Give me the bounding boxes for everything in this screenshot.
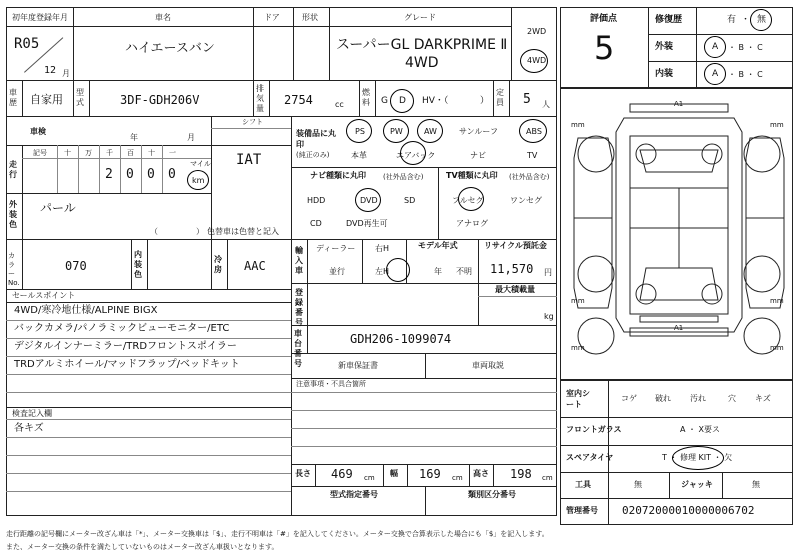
jack-label: ジャッキ (681, 480, 713, 489)
management-value: 02072000010000006702 (622, 504, 755, 517)
drive-4wd-circle (520, 49, 548, 73)
equip-sunroof: サンルーフ (459, 127, 498, 136)
diagram-mm-1: mm (571, 121, 585, 129)
odometer-digit: 0 (147, 167, 155, 182)
equip-aw: AW (424, 127, 437, 136)
navi-cd: CD (310, 219, 322, 228)
chassis-label: 車台番号 (294, 329, 302, 368)
import-parallel: 並行 (329, 267, 345, 276)
vehicle-diagram (560, 88, 793, 380)
first-reg-label: 初年度登録年月 (12, 13, 68, 22)
repair-no: 無 (757, 15, 767, 25)
footer-line1: 走行距離の記号欄にメーター改ざん車は「*」、メーター交換車は「$」、走行不明車は「#」を記入してください。メーター交換で合算表示した場合にも「$」を記入します。 (6, 530, 549, 538)
max-load-unit: kg (544, 312, 554, 321)
equip-navi: ナビ (470, 151, 486, 160)
month-unit: 月 (62, 69, 70, 78)
width-unit: cm (452, 474, 463, 482)
equip-leather: 本革 (351, 151, 367, 160)
model-year-unknown: 不明 (456, 267, 472, 276)
import-left-h: 左H (375, 267, 390, 276)
interior-sheet-label: 室内シート (566, 389, 590, 409)
equip-ps-circle (346, 119, 372, 143)
odometer-digit: 0 (168, 167, 176, 182)
spare-label: スペアタイヤ (566, 453, 614, 462)
sales-point-2: バックカメラ/パノラミックビューモニター/ETC (14, 323, 230, 334)
footer-line2: また、メーター交換の条件を満たしていないものはメーター改ざん車扱いとなります。 (6, 543, 279, 551)
color-no-label: カラーNo. (8, 252, 20, 287)
sales-point-3: デジタルインナーミラー/TRDフロントスポイラー (14, 341, 237, 352)
grade-line2: 4WD (405, 55, 439, 71)
interior-label: 内装 (655, 69, 674, 79)
height-value: 198 (510, 467, 532, 481)
import-right-h: 右H (375, 244, 390, 253)
odometer-digit-label: 十 (148, 149, 155, 157)
length-unit: cm (364, 474, 375, 482)
navi-dvd: DVD (360, 196, 378, 205)
capacity-unit: 人 (542, 100, 550, 109)
odometer-divider (78, 145, 79, 193)
first-reg-year: R05 (14, 36, 40, 52)
odometer-divider (162, 145, 163, 193)
color-change-note: 色替車は色替と記入 (207, 227, 279, 236)
mileage-symbol-label: 記号 (33, 149, 47, 157)
diagram-mm-2: mm (770, 121, 784, 129)
navi-dvd-play: DVD再生可 (346, 219, 388, 228)
odometer-digit-label: 一 (169, 149, 176, 157)
recycle-unit: 円 (544, 268, 552, 277)
class-label: 類別区分番号 (468, 490, 516, 499)
spare-kit-circle (672, 446, 724, 470)
glass-value: A ・ X要ス (680, 425, 721, 434)
km-circle (187, 170, 209, 190)
odometer-digit-label: 百 (127, 149, 134, 157)
car-name-label: 車名 (155, 13, 171, 22)
odometer-divider (99, 145, 100, 193)
diagram-a1-bottom: A1 (674, 324, 684, 332)
equip-pw: PW (390, 127, 403, 136)
interior-sheet-item: 汚れ (690, 394, 706, 403)
notes-label: 注意事項・不具合箇所 (296, 380, 366, 388)
odometer-digit: 2 (105, 167, 113, 182)
length-value: 469 (331, 467, 353, 481)
tv-oneseg: ワンセグ (510, 196, 542, 205)
model-value: 3DF-GDH206V (120, 93, 200, 107)
exterior-rest: ・ B ・ C (728, 43, 763, 52)
tv-fullseg: フルセグ (452, 196, 484, 205)
shift-label: シフト (242, 118, 263, 126)
color-paren-open: （ (150, 227, 158, 236)
recycle-label: リサイクル預託金 (484, 241, 547, 250)
diagram-mm-6: mm (770, 344, 784, 352)
shift-value: IAT (236, 152, 262, 168)
equip-airbag: エアバック (396, 151, 436, 160)
recycle-value: 11,570 (490, 262, 534, 276)
color-value: パール (40, 201, 76, 215)
grade-label: グレード (404, 13, 436, 22)
type-cert-label: 型式指定番号 (330, 490, 378, 499)
width-value: 169 (419, 467, 441, 481)
diagram-mm-3: mm (571, 297, 585, 305)
navi-type-label: ナビ種類に丸印 (310, 171, 366, 180)
interior-a-circle (704, 63, 726, 85)
displacement-unit: cc (335, 100, 344, 109)
ac-label: 冷房 (214, 255, 222, 274)
odometer-digit-label: 十 (64, 149, 71, 157)
fuel-label: 燃料 (362, 88, 370, 107)
usage-label: 車歴 (9, 88, 17, 107)
capacity-label: 定員 (496, 88, 504, 107)
drive-4wd: 4WD (527, 56, 547, 65)
max-load-label: 最大積載量 (495, 285, 535, 294)
tools-value: 無 (634, 480, 642, 489)
management-label: 管理番号 (566, 506, 598, 515)
manual: 車両取説 (472, 361, 504, 370)
equip-aw-circle (417, 119, 443, 143)
glass-label: フロントガラス (566, 425, 622, 434)
length-label: 長さ (295, 469, 311, 478)
fuel-g: G (381, 96, 388, 106)
model-year-label: モデル年式 (418, 241, 458, 250)
new-cert: 新車保証書 (338, 361, 378, 370)
exterior-label: 外装 (655, 42, 674, 52)
fuel-d: D (399, 96, 406, 106)
first-reg-month: 12 (44, 65, 57, 76)
chassis-value: GDH206-1099074 (350, 332, 452, 346)
registration-label: 登録番号 (295, 288, 303, 327)
inspection-month: 月 (187, 133, 195, 142)
interior-a: A (712, 69, 719, 79)
displacement-label: 排気量 (256, 84, 264, 113)
usage-value: 自家用 (30, 93, 63, 106)
exterior-a-circle (704, 36, 726, 58)
import-dealer: ディーラー (316, 244, 356, 253)
score-value: 5 (594, 29, 615, 67)
color-no-value: 070 (65, 259, 87, 273)
odometer-divider (57, 145, 58, 193)
sales-point-1: 4WD/寒冷地仕様/ALPINE BIGX (14, 305, 158, 316)
odometer-divider (120, 145, 121, 193)
repair-yes: 有 (727, 15, 737, 25)
shape-label: 形状 (302, 13, 318, 22)
odometer-digit-label: 千 (106, 149, 113, 157)
jack-value: 無 (752, 480, 760, 489)
navi-dvd-circle (355, 188, 381, 212)
tv-fullseg-circle (458, 187, 484, 211)
inspector-label: 検査記入欄 (12, 409, 52, 418)
inspection-year: 年 (130, 133, 138, 142)
capacity-value: 5 (523, 92, 531, 107)
model-label: 型式 (76, 88, 84, 107)
tools-label: 工具 (575, 480, 591, 489)
odometer-digit-label: 万 (85, 149, 92, 157)
import-left-h-circle (386, 258, 410, 282)
repair-dot: ・ (741, 15, 751, 25)
sales-points-label: セールスポイント (12, 291, 76, 300)
height-unit: cm (542, 474, 553, 482)
odometer-digit: 0 (126, 167, 134, 182)
equip-pw-circle (383, 119, 409, 143)
car-name: ハイエースバン (125, 41, 215, 56)
equip-abs-circle (519, 119, 547, 143)
height-label: 高さ (473, 469, 489, 478)
diagram-mm-5: mm (571, 344, 585, 352)
equip-sublabel: (純正のみ) (296, 151, 330, 159)
diagram-mm-4: mm (770, 297, 784, 305)
import-label: 輸入車 (295, 246, 303, 275)
fuel-hv: HV・（ (422, 96, 449, 106)
interior-rest: ・ B ・ C (728, 70, 763, 79)
km-label: km (192, 176, 205, 185)
repair-no-circle (750, 9, 772, 31)
fuel-d-circle (390, 89, 414, 113)
tv-analog: アナログ (456, 219, 488, 228)
navi-aftermarket: (社外品含む) (383, 173, 424, 181)
interior-sheet-item: 破れ (655, 394, 671, 403)
repair-label: 修復歴 (655, 15, 683, 25)
interior-color-label: 内装色 (134, 250, 142, 279)
tv-type-label: TV種類に丸印 (446, 171, 498, 180)
grade-line1: スーパーGL DARKPRIME Ⅱ (336, 37, 508, 53)
drive-2wd: 2WD (527, 27, 547, 36)
width-label: 幅 (390, 469, 398, 478)
tv-aftermarket: (社外品含む) (509, 173, 550, 181)
model-year-unit: 年 (434, 267, 442, 276)
sales-point-4: TRDアルミホイール/マッドフラップ/ベッドキット (14, 359, 240, 370)
equip-ps: PS (355, 127, 365, 136)
interior-sheet-item: 穴 (728, 394, 736, 403)
odometer-divider (141, 145, 142, 193)
displacement-value: 2754 (284, 93, 313, 107)
equip-tv: TV (527, 151, 538, 160)
color-label: 外装色 (9, 200, 17, 229)
equip-label: 装備品に丸印 (296, 129, 336, 149)
interior-sheet-item: キズ (755, 394, 771, 403)
mileage-label: 走行 (9, 160, 17, 179)
mile-label: マイル (190, 160, 211, 168)
door-label: ドア (264, 13, 280, 22)
color-paren-close: ） (196, 227, 204, 236)
exterior-a: A (712, 42, 719, 52)
spare-value: T ・ 修理 KIT ・ 欠 (662, 453, 733, 462)
navi-hdd: HDD (307, 196, 326, 205)
inspector-value: 各キズ (14, 423, 44, 434)
ac-value: AAC (244, 259, 266, 273)
equip-airbag-circle (400, 141, 426, 165)
diagram-a1-top: A1 (674, 100, 684, 108)
inspection-label: 車検 (30, 127, 46, 136)
interior-sheet-item: コゲ (621, 394, 637, 403)
score-label: 評価点 (590, 14, 618, 24)
navi-sd: SD (404, 196, 416, 205)
fuel-close: ） (480, 96, 490, 106)
equip-abs: ABS (526, 127, 542, 136)
